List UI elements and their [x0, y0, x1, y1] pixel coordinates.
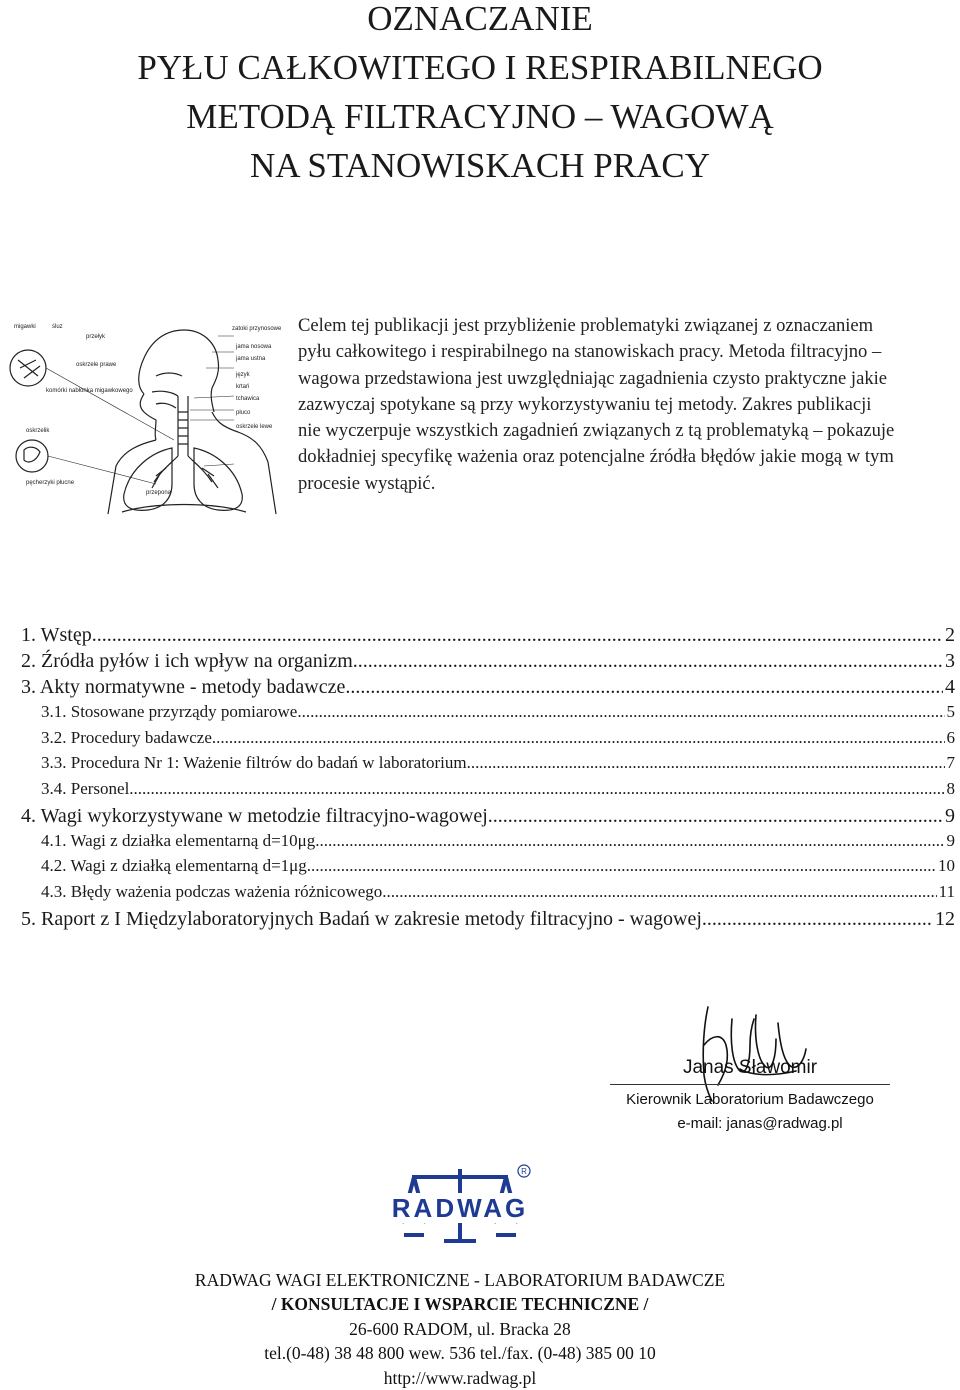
radwag-logo-text: RADWAG [391, 1193, 529, 1223]
toc-entry-label: 3.1. Stosowane przyrządy pomiarowe [41, 702, 298, 721]
title-line-4: NA STANOWISKACH PRACY [249, 146, 711, 185]
toc-leader-dots [353, 650, 943, 673]
toc-entry-label: 3.4. Personel [41, 779, 130, 799]
registered-mark-icon: R [521, 1167, 527, 1176]
label-pluco: płuco [236, 410, 251, 416]
toc-entry[interactable] [21, 882, 955, 908]
toc-leader-dots [129, 779, 944, 799]
footer-address: 26-600 RADOM, ul. Bracka 28 [349, 1318, 571, 1339]
toc-entry-label: 4.1. Wagi z działka elementarną d=10μg [41, 830, 316, 850]
footer-website-link[interactable]: http://www.radwag.pl [383, 1367, 537, 1388]
label-komorki: komórki nabłonka migawkowego [46, 388, 133, 394]
toc-entry[interactable] [21, 728, 955, 754]
toc-leader-dots [488, 805, 943, 828]
footer-company-name: RADWAG WAGI ELEKTRONICZNE - LABORATORIUM BADAWCZE [194, 1270, 726, 1290]
toc-entry-page: 3 [945, 650, 955, 672]
toc-entry[interactable] [21, 908, 955, 934]
toc-entry-label: 4.2. Wagi z działką elementarną d=1μg [41, 856, 307, 876]
label-przepona: przepona [146, 490, 172, 496]
toc-entry-label: 3.2. Procedury badawcze [41, 727, 212, 747]
toc-entry[interactable] [21, 856, 955, 882]
toc-entry[interactable] [21, 650, 955, 676]
label-oskrzele-prawe: oskrzele prawe [76, 362, 117, 368]
toc-leader-dots [345, 676, 943, 699]
label-tchawica: tchawica [236, 396, 260, 402]
toc-entry[interactable] [21, 702, 955, 728]
signatory-name: Janas Sławomir [682, 1057, 818, 1078]
signatory-email: e-mail: janas@radwag.pl [677, 1115, 843, 1132]
toc-entry[interactable] [21, 831, 955, 857]
toc-entry[interactable] [21, 624, 955, 650]
toc-leader-dots [467, 753, 945, 773]
label-pecherzyki: pęcherzyki płucne [26, 480, 75, 486]
label-jezyk: język [236, 372, 250, 378]
label-przelyk: przełyk [86, 334, 106, 340]
toc-leader-dots [315, 831, 944, 851]
toc-entry-page: 8 [946, 779, 955, 799]
label-zatoki: zatoki przynosowe [232, 326, 282, 332]
toc-entry-label: 3.3. Procedura Nr 1: Ważenie filtrów do badań w laboratorium [41, 753, 467, 773]
label-oskrzele-lewe: oskrzele lewe [236, 424, 273, 430]
toc-entry-page: 7 [946, 753, 955, 773]
signature-line [610, 1084, 890, 1085]
title-line-2: PYŁU CAŁKOWITEGO I RESPIRABILNEGO [137, 48, 823, 87]
toc-entry-page: 11 [938, 882, 955, 902]
label-jama-nosowa: jama nosowa [236, 344, 272, 350]
respiratory-system-illustration [6, 316, 288, 516]
toc-entry-page: 6 [946, 727, 955, 747]
document-title [0, 0, 960, 190]
toc-entry[interactable] [21, 676, 955, 702]
toc-leader-dots [297, 702, 944, 722]
table-of-contents [21, 624, 955, 934]
label-oskrzelik: oskrzelik [26, 428, 50, 434]
title-line-3: METODĄ FILTRACYJNO – WAGOWĄ [186, 97, 774, 136]
toc-leader-dots [382, 882, 936, 902]
toc-leader-dots [212, 728, 945, 748]
toc-entry-page: 12 [935, 907, 955, 930]
handwritten-signature [600, 1005, 900, 1105]
toc-entry-page: 10 [938, 856, 955, 876]
toc-entry-page: 2 [945, 624, 955, 646]
signatory-role: Kierownik Laboratorium Badawczego [626, 1091, 874, 1108]
toc-leader-dots [92, 624, 943, 647]
label-sluz: śluz [52, 324, 63, 330]
toc-entry[interactable] [21, 753, 955, 779]
toc-entry-label: 2. Źródła pyłów i ich wpływ na organizm [21, 650, 353, 672]
toc-leader-dots [702, 908, 933, 931]
toc-leader-dots [307, 856, 936, 876]
label-jama-ustna: jama ustna [236, 356, 266, 362]
toc-entry-page: 4 [945, 676, 955, 698]
toc-entry-page: 9 [945, 804, 955, 827]
toc-entry-label: 5. Raport z I Międzylaboratoryjnych Badań w zakresie metody filtracyjno - wagowej [21, 907, 702, 930]
footer-tagline: / KONSULTACJE I WSPARCIE TECHNICZNE / [271, 1294, 649, 1315]
toc-entry[interactable] [21, 779, 955, 805]
toc-entry-label: 4. Wagi wykorzystywane w metodzie filtracyjno-wagowej [21, 804, 488, 827]
toc-entry-label: 4.3. Błędy ważenia podczas ważenia różnicowego [41, 882, 383, 902]
radwag-logo [384, 1163, 536, 1245]
company-footer [0, 1268, 920, 1390]
label-krtan: krtań [236, 384, 250, 390]
toc-entry[interactable] [21, 805, 955, 831]
toc-entry-page: 9 [946, 830, 955, 850]
toc-entry-label: 1. Wstęp [21, 624, 92, 646]
toc-entry-label: 3. Akty normatywne - metody badawcze [21, 676, 346, 698]
intro-paragraph: Celem tej publikacji jest przybliżenie problematyki związanej z oznaczaniem pyłu całkowitego i respirabilnego na stanowiskach pracy. Metoda filtracyjno – wagowa przedstawiona jest uwzględniając zagadnienia czysto praktyczne jakie zazwyczaj spotykane są przy wykorzystywaniu tej metody. Zakres publikacji nie wyczerpuje wszystkich zagadnień związanych z tą problematyką – pokazuje dokładniej specyfikę ważenia oraz potencjalne źródła błędów jakie mogą w tym procesie wystąpić. [298, 315, 895, 494]
title-line-1: OZNACZANIE [367, 0, 593, 38]
label-migawki: migawki [14, 324, 36, 330]
toc-entry-page: 5 [946, 702, 955, 721]
footer-phone: tel.(0-48) 38 48 800 wew. 536 tel./fax. (0-48) 385 00 10 [264, 1343, 656, 1364]
